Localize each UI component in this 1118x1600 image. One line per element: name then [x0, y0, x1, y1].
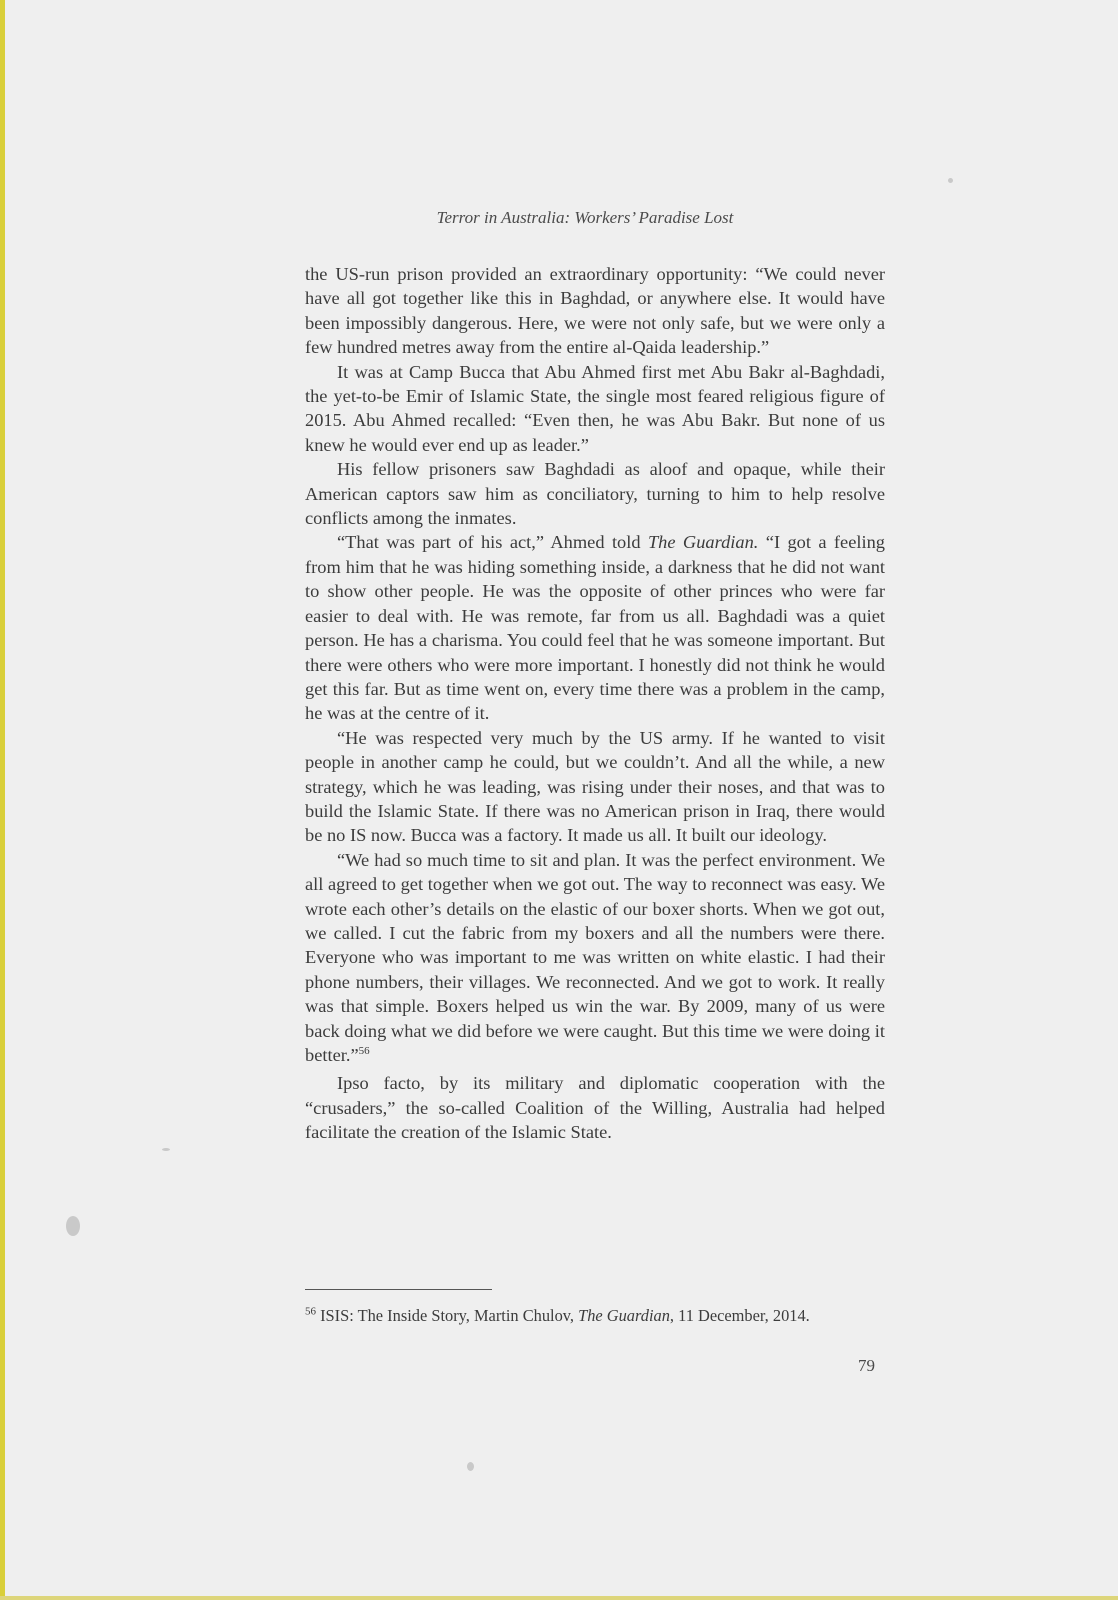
- footnote-reference: 56: [358, 1044, 370, 1057]
- page-number: 79: [858, 1356, 875, 1375]
- footnote: [305, 1305, 905, 1327]
- footnote-text: ISIS: The Inside Story, Martin Chulov,: [316, 1306, 579, 1325]
- paragraph-4-lead: “That was part of his act,” Ahmed told: [337, 532, 648, 553]
- scan-speck: [948, 178, 953, 183]
- paragraph-5: “He was respected very much by the US army. If he wanted to visit people in another camp he could, but we couldn’t. And all the while, a new strategy, which he was leading, was rising under their noses, and that was to build the Islamic State. If there was no American prison in Iraq, there would be no IS now. Bucca was a factory. It made us all. It built our ideology.: [305, 727, 885, 846]
- footnote-publication: The Guardian: [578, 1306, 670, 1325]
- paragraph-4: [305, 530, 885, 725]
- paragraph-4-rest: “I got a feeling from him that he was hiding something inside, a darkness that he did not want to show other people. He was the opposite of other princes who were far easier to deal with. He was remote, far from us all. Baghdadi was a quiet person. He has a charisma. You could feel that he was someone important. But there were others who were more important. I honestly did not think he would get this far. But as time went on, every time there was a problem in the camp, he was at the centre of it.: [305, 532, 885, 724]
- running-head: Terror in Australia: Workers’ Paradise Lost: [436, 208, 734, 227]
- paragraph-7: Ipso facto, by its military and diplomatic cooperation with the “crusaders,” the so-called Coalition of the Willing, Australia had helped facilitate the creation of the Islamic State.: [305, 1073, 885, 1143]
- paragraph-1: the US-run prison provided an extraordinary opportunity: “We could never have all got together like this in Baghdad, or anywhere else. It would have been impossibly dangerous. Here, we were not only safe, but we were only a few hundred metres away from the entire al-Qaida leadership.”: [305, 264, 885, 358]
- footnote-divider: [305, 1289, 492, 1290]
- publication-title: The Guardian.: [647, 532, 759, 553]
- paragraph-6: [305, 848, 885, 1068]
- footnote-date: , 11 December, 2014.: [669, 1306, 810, 1325]
- paragraph-3: His fellow prisoners saw Baghdadi as aloof and opaque, while their American captors saw him as conciliatory, turning to him to help resolve conflicts among the inmates.: [305, 459, 885, 529]
- body-text: [305, 262, 885, 1145]
- scan-speck: [66, 1216, 80, 1236]
- paragraph-6-text: “We had so much time to sit and plan. It was the perfect environment. We all agreed to get together when we got out. The way to reconnect was easy. We wrote each other’s details on the elastic of our boxer shorts. When we got out, we called. I cut the fabric from my boxers and all the numbers were there. Everyone who was important to me was written on white elastic. I had their phone numbers, their villages. We reconnected. And we got to work. It really was that simple. Boxers helped us win the war. By 2009, many of us were back doing what we did before we were caught. But this time we were doing it better.”: [305, 849, 885, 1065]
- footnote-number: 56: [305, 1305, 316, 1318]
- paragraph-2: It was at Camp Bucca that Abu Ahmed first met Abu Bakr al-Baghdadi, the yet-to-be Emir of Islamic State, the single most feared religious figure of 2015. Abu Ahmed recalled: “Even then, he was Abu Bakr. But none of us knew he would ever end up as leader.”: [305, 361, 885, 455]
- scan-speck: [162, 1148, 170, 1151]
- scan-speck: [467, 1462, 474, 1471]
